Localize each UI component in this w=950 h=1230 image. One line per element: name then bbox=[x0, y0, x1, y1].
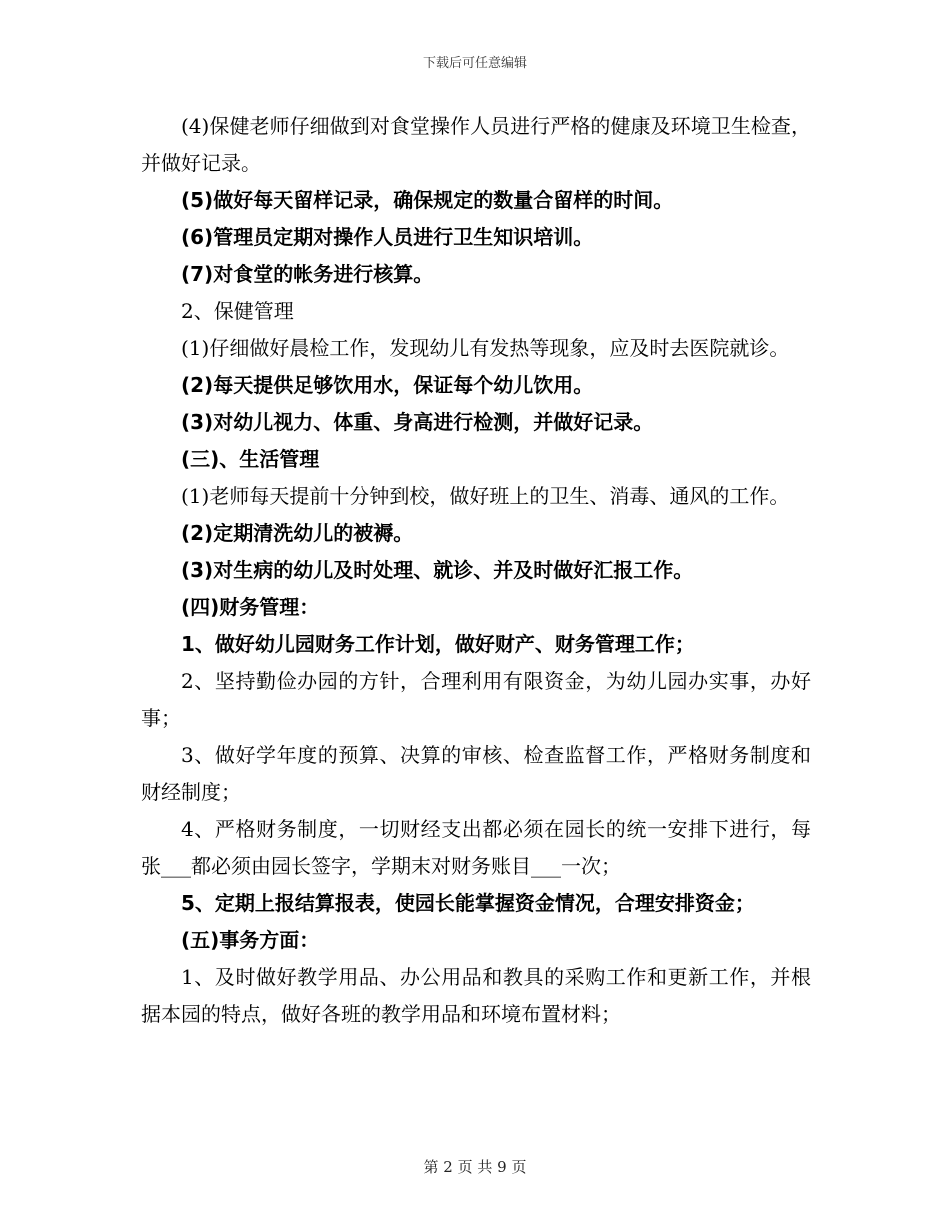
paragraph: (2)每天提供足够饮用水，保证每个幼儿饮用。 bbox=[181, 373, 594, 397]
section-heading: (三)、生活管理 bbox=[181, 447, 320, 471]
paragraph: 1、做好幼儿园财务工作计划，做好财产、财务管理工作； bbox=[181, 632, 695, 656]
paragraph: (5)做好每天留样记录，确保规定的数量合留样的时间。 bbox=[181, 188, 674, 212]
section-heading: (五)事务方面： bbox=[181, 928, 320, 952]
paragraph: 1、及时做好教学用品、办公用品和教具的采购工作和更新工作，并根据本园的特点，做好各班的教学用品和环境布置材料； bbox=[141, 965, 811, 1026]
section-heading: (四)财务管理： bbox=[181, 595, 320, 619]
document-body bbox=[141, 108, 811, 1033]
paragraph: (3)对幼儿视力、体重、身高进行检测，并做好记录。 bbox=[181, 410, 654, 434]
paragraph: 2、坚持勤俭办园的方针，合理利用有限资金，为幼儿园办实事，办好事； bbox=[141, 669, 811, 730]
paragraph: (4)保健老师仔细做到对食堂操作人员进行严格的健康及环境卫生检查，并做好记录。 bbox=[141, 114, 811, 175]
paragraph: (6)管理员定期对操作人员进行卫生知识培训。 bbox=[181, 225, 594, 249]
section-heading: 2、保健管理 bbox=[181, 299, 294, 323]
paragraph: (2)定期清洗幼儿的被褥。 bbox=[181, 521, 414, 545]
paragraph: (1)老师每天提前十分钟到校，做好班上的卫生、消毒、通风的工作。 bbox=[181, 484, 790, 508]
paragraph: (1)仔细做好晨检工作，发现幼儿有发热等现象，应及时去医院就诊。 bbox=[181, 336, 790, 360]
paragraph: (7)对食堂的帐务进行核算。 bbox=[181, 262, 434, 286]
paragraph: (3)对生病的幼儿及时处理、就诊、并及时做好汇报工作。 bbox=[181, 558, 694, 582]
paragraph: 4、严格财务制度，一切财经支出都必须在园长的统一安排下进行，每张___都必须由园长签字，学期末对财务账目___一次； bbox=[141, 817, 811, 878]
paragraph: 3、做好学年度的预算、决算的审核、检查监督工作，严格财务制度和财经制度； bbox=[141, 743, 811, 804]
page-header-note: 下载后可任意编辑 bbox=[422, 56, 527, 71]
page-number: 第 2 页 共 9 页 bbox=[423, 1158, 527, 1176]
paragraph: 5、定期上报结算报表，使园长能掌握资金情况，合理安排资金； bbox=[181, 891, 755, 915]
